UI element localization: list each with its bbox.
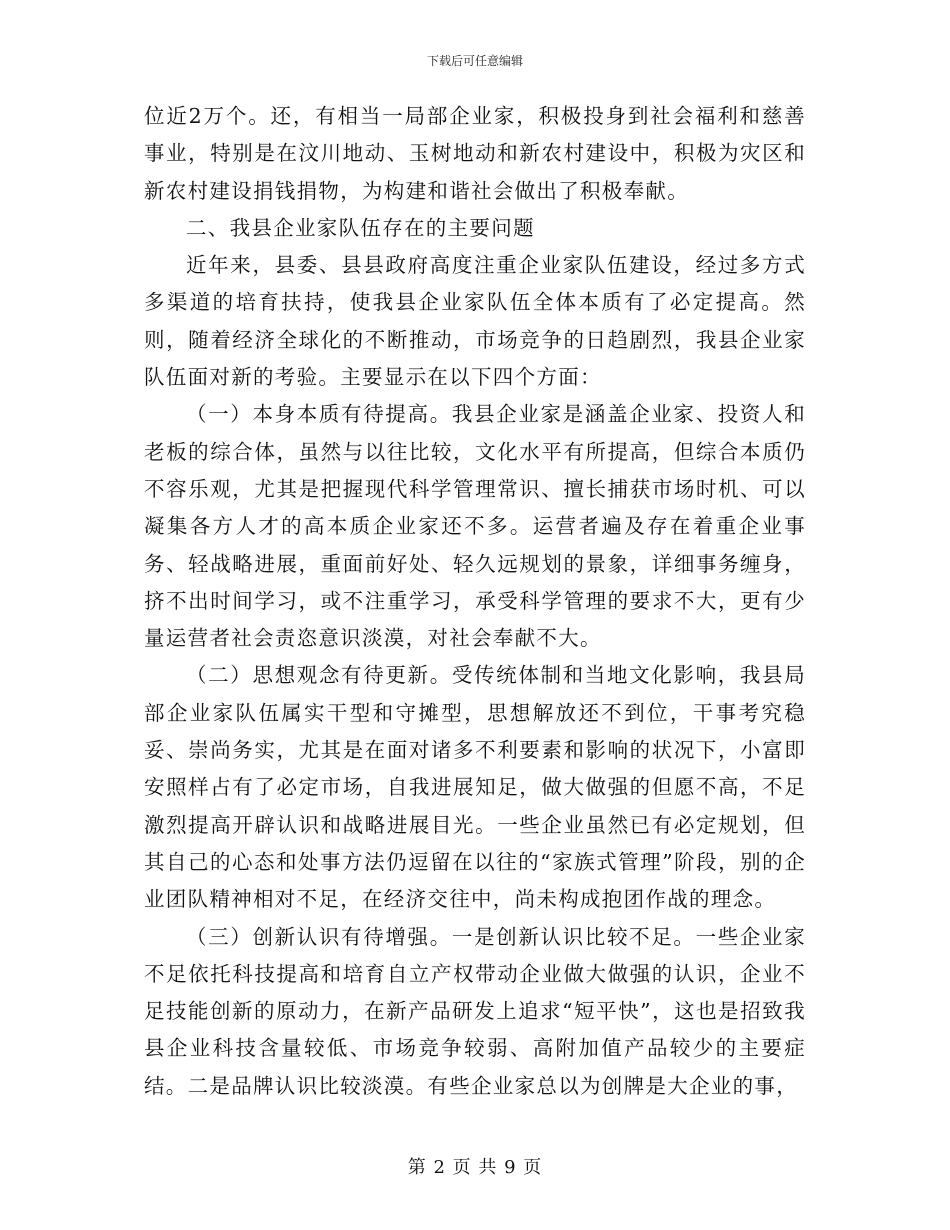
page-number: 第 2 页 共 9 页 [407,1157,543,1178]
paragraph-mindset: （二）思想观念有待更新。受传统体制和当地文化影响，我县局部企业家队伍属实干型和守摊型，思想解放还不到位，干事考究稳妥、崇尚务实，尤其是在面对诸多不利要素和影响的状况下，小富即安照样占有了必定市场，自我进展知足，做大做强的但愿不高，不足激烈提高开辟认识和战略进展目光。一些企业虽然已有必定规划，但其自己的心态和处事方法仍逗留在以往的“家族式管理”阶段，别的企业团队精神相对不足，在经济交往中，尚未构成抱团作战的理念。 [144,663,806,912]
paragraph-donations: 位近2万个。还，有相当一局部企业家，积极投身到社会福利和慈善事业，特别是在汶川地动、玉树地动和新农村建设中，积极为灾区和新农村建设捐钱捐物，为构建和谐社会做出了积极奉献。 [144,104,806,203]
paragraph-quality: （一）本身本质有待提高。我县企业家是涵盖企业家、投资人和老板的综合体，虽然与以往比较，文化水平有所提高，但综合本质仍不容乐观，尤其是把握现代科学管理常识、擅长捕获市场时机、可以凝集各方人才的高本质企业家还不多。运营者遍及存在着重企业事务、轻战略进展，重面前好处、轻久远规划的景象，详细事务缠身，挤不出时间学习，或不注重学习，承受科学管理的要求不大，更有少量运营者社会责恣意识淡漠，对社会奉献不大。 [144,402,806,651]
page-header-note: 下载后可任意编辑 [426,54,523,68]
document-body [144,98,806,1105]
section-heading-main-problems: 二、我县企业家队伍存在的主要问题 [186,215,535,240]
paragraph-innovation: （三）创新认识有待增强。一是创新认识比较不足。一些企业家不足依托科技提高和培育自立产权带动企业做大做强的认识，企业不足技能创新的原动力，在新产品研发上追求“短平快”，这也是招致我县企业科技含量较低、市场竞争较弱、高附加值产品较少的主要症结。二是品牌认识比较淡漠。有些企业家总以为创牌是大企业的事， [144,924,806,1098]
paragraph-intro-problems: 近年来，县委、县县政府高度注重企业家队伍建设，经过多方式多渠道的培育扶持，使我县企业家队伍全体本质有了必定提高。然则，随着经济全球化的不断推动，市场竞争的日趋剧烈，我县企业家队伍面对新的考验。主要显示在以下四个方面： [144,253,806,390]
